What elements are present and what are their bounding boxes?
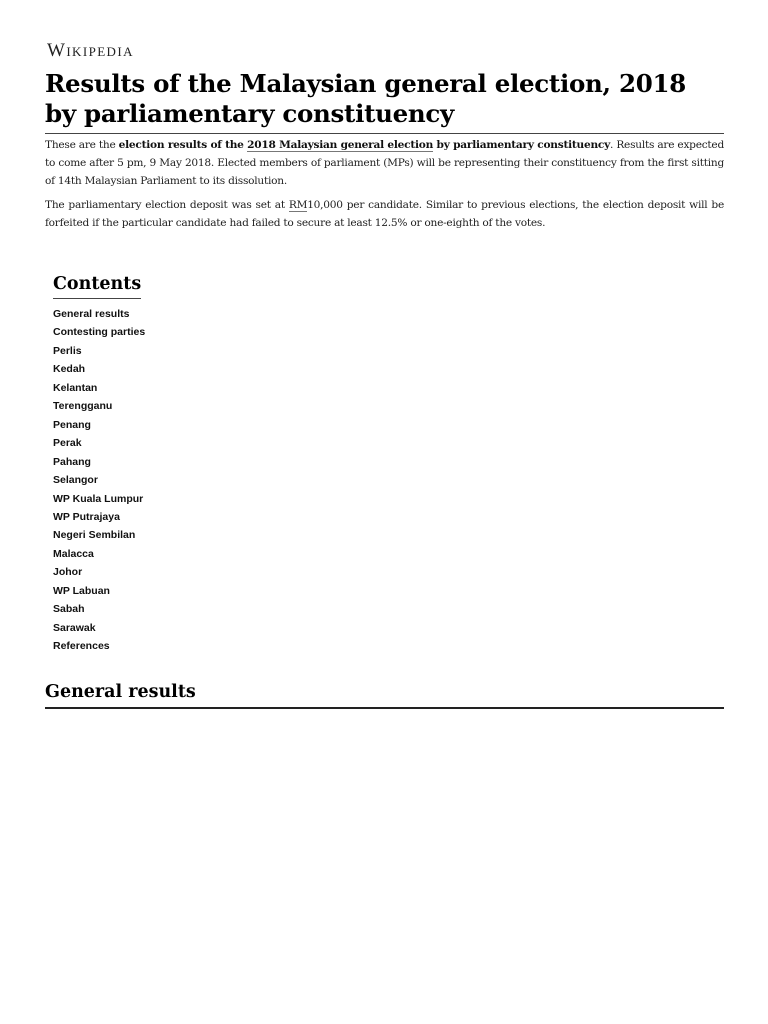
toc-item-wp-putrajaya[interactable]: WP Putrajaya	[53, 510, 120, 523]
deposit-text-start: The parliamentary election deposit was set at	[45, 199, 289, 211]
table-of-contents	[53, 272, 145, 656]
toc-item-wp-labuan[interactable]: WP Labuan	[53, 584, 110, 597]
section-heading-general-results: General results	[45, 680, 724, 709]
ringgit-link[interactable]: RM	[288, 199, 308, 211]
toc-item-johor[interactable]: Johor	[53, 566, 83, 579]
toc-item-terengganu[interactable]: Terengganu	[53, 400, 113, 413]
toc-item-negeri-sembilan[interactable]: Negeri Sembilan	[53, 529, 136, 542]
toc-list	[53, 305, 145, 656]
wikipedia-wordmark[interactable]: Wikipedia	[47, 40, 134, 61]
toc-item-malacca[interactable]: Malacca	[53, 547, 94, 560]
toc-item-references[interactable]: References	[53, 640, 110, 653]
page-title: Results of the Malaysian general election, 2018 by parliamentary constituency	[45, 69, 724, 134]
toc-title: Contents	[53, 272, 141, 299]
intro-text-end: . Results are expected to come after 5 pm, 9 May 2018. Elected members of parliament (MPs) will be representing their constituency from the first sitting of 14th Malaysian Parliament to its dissolution.	[45, 139, 724, 187]
intro-bold-tail: by parliamentary constituency	[433, 139, 611, 151]
deposit-text-end: 10,000 per candidate. Similar to previous elections, the election deposit will be forfeited if the particular candidate had failed to secure at least 12.5% or one-eighth of the votes.	[45, 199, 724, 229]
toc-item-contesting-parties[interactable]: Contesting parties	[53, 326, 146, 339]
toc-item-pahang[interactable]: Pahang	[53, 455, 91, 468]
toc-item-perak[interactable]: Perak	[53, 437, 82, 450]
intro-paragraph	[45, 136, 724, 190]
toc-item-kelantan[interactable]: Kelantan	[53, 381, 98, 394]
toc-item-sabah[interactable]: Sabah	[53, 603, 85, 616]
toc-item-perlis[interactable]: Perlis	[53, 344, 82, 357]
intro-text-start: These are the	[45, 139, 119, 151]
toc-item-penang[interactable]: Penang	[53, 418, 91, 431]
toc-item-general-results[interactable]: General results	[53, 308, 130, 320]
toc-item-kedah[interactable]: Kedah	[53, 363, 86, 376]
toc-item-selangor[interactable]: Selangor	[53, 474, 98, 487]
toc-item-wp-kuala-lumpur[interactable]: WP Kuala Lumpur	[53, 492, 144, 505]
toc-item-sarawak[interactable]: Sarawak	[53, 621, 96, 634]
deposit-paragraph	[45, 196, 724, 232]
intro-bold-lead: election results of the	[118, 139, 248, 151]
general-election-link[interactable]: 2018 Malaysian general election	[247, 139, 434, 151]
